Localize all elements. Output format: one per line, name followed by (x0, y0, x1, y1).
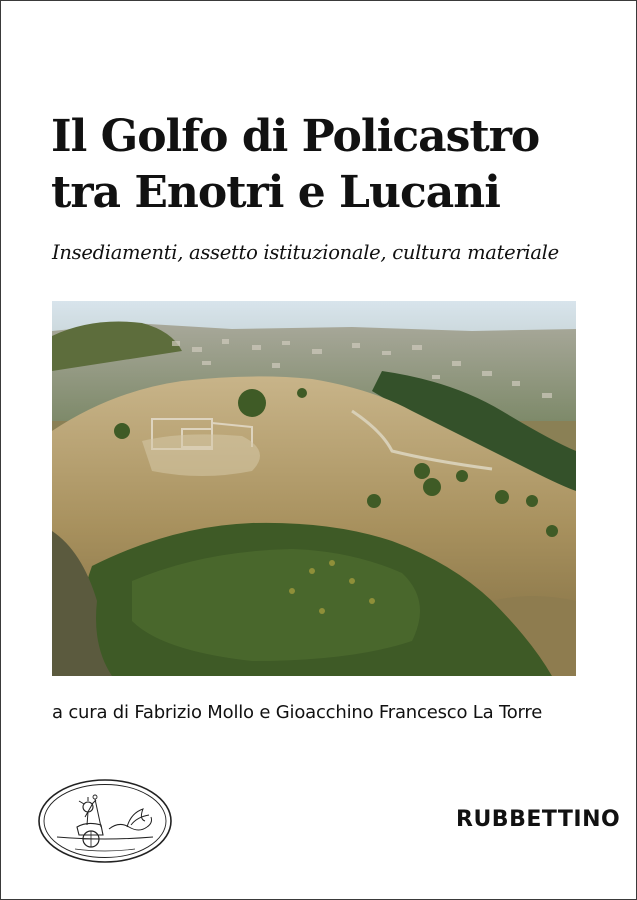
aerial-landscape-illustration (52, 301, 576, 676)
cover-photo (52, 301, 576, 676)
book-title-line-1: Il Golfo di Policastro (51, 111, 540, 162)
publisher-name: RUBBETTINO (456, 807, 621, 832)
book-subtitle: Insediamenti, assetto istituzionale, cultura materiale (52, 241, 559, 264)
book-title-line-2: tra Enotri e Lucani (51, 167, 500, 218)
book-title (51, 109, 611, 221)
chariot-seal-icon (35, 777, 175, 865)
book-editors: a cura di Fabrizio Mollo e Gioacchino Francesco La Torre (52, 702, 543, 723)
publisher-emblem-seal (35, 777, 175, 865)
